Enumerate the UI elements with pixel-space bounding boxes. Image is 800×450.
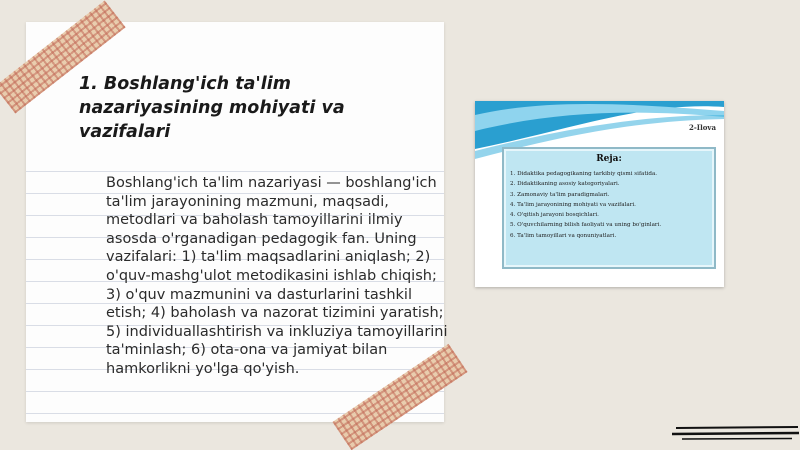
plan-item: 6. Ta'lim tamoyillari va qonuniyatlari. — [510, 232, 617, 239]
section-title: 1. Boshlang'ich ta'lim nazariyasining mohiyati va vazifalari — [79, 74, 345, 142]
section-body-text: Boshlang'ich ta'lim nazariyasi — boshlang'ich ta'lim jarayonining mazmuni, maqsadi, metodlari va baholash tamoyillarini ilmiy asosda o'rganadigan pedagogik fan. Uning vazifalari: 1) ta'lim maqsadlarini aniqlash; 2) o'quv-mashg'ulot metodikasini ishlab chiqish; 3) o'quv mazmunini va dasturlarini tashkil etish; 4) baholash va nazorat tizimini yaratish; 5) individuallashtirish va inkluziya tamoyillarini ta'minlash; 6) ota-ona va jamiyat bilan hamkorlikni yo'lga qo'yish. — [106, 175, 448, 377]
plan-item: 2. Didaktikaning asosiy kategoriyalari. — [510, 181, 620, 188]
plan-item: 4. Ta'lim jarayonining mohiyati va vazifalari. — [510, 201, 636, 208]
decorative-lines — [672, 424, 800, 444]
note-paper — [26, 22, 448, 422]
plan-item: 3. Zamonaviy ta'lim paradigmalari. — [510, 191, 610, 198]
slide-thumbnail — [475, 101, 724, 287]
plan-item: 5. O'quvchilarning bilish faoliyati va uning bo'ginlari. — [510, 222, 662, 229]
plan-item: 1. Didaktika pedagogikaning tarkibiy qismi sifatida. — [510, 171, 658, 177]
plan-list — [510, 169, 710, 241]
slide-page-label: 2-Ilova — [689, 123, 716, 132]
plan-title: Reja: — [596, 154, 622, 164]
plan-box — [502, 147, 716, 269]
plan-item: 4. O'qitish jarayoni bosqichlari. — [510, 212, 599, 219]
